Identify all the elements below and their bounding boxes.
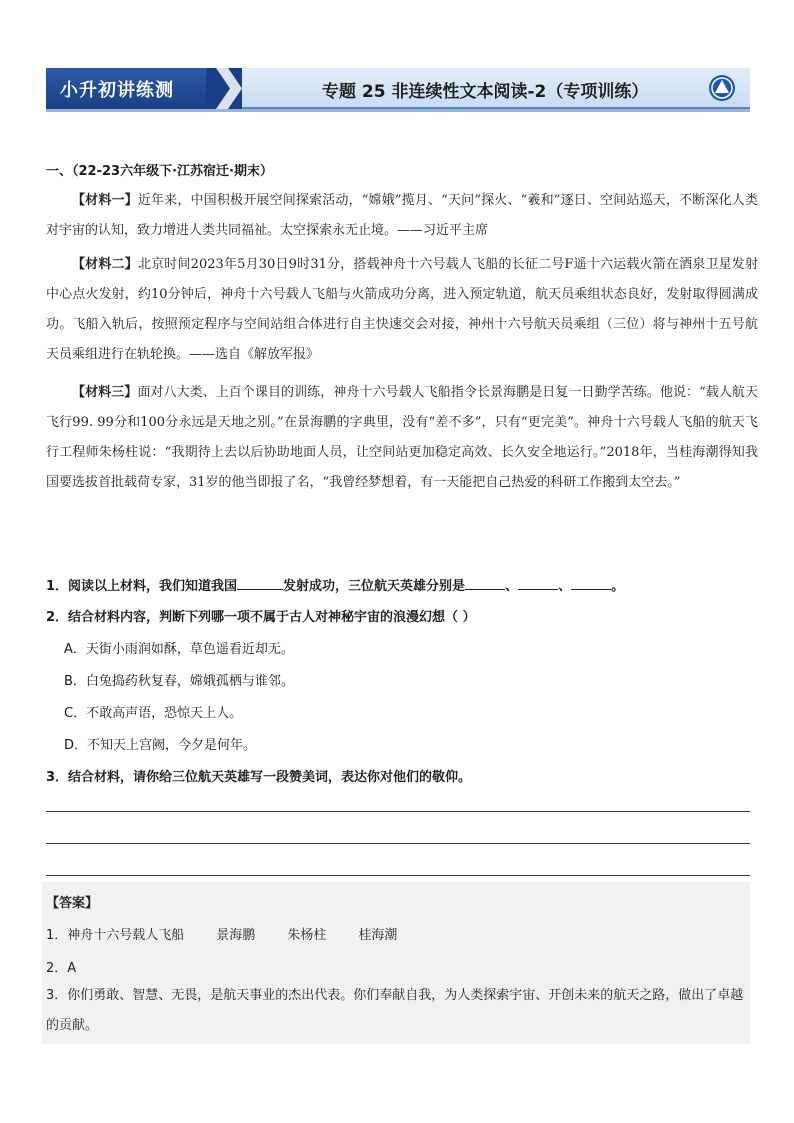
question-2: 2．结合材料内容，判断下列哪一项不属于古人对神秘宇宙的浪漫幻想（ ） xyxy=(46,610,476,625)
answer-2: 2．A xyxy=(46,961,77,976)
writing-line-1[interactable] xyxy=(46,811,750,812)
writing-line-2[interactable] xyxy=(46,843,750,844)
question-1-end: 。 xyxy=(611,579,625,594)
option-a[interactable]: A．天街小雨润如酥，草色遥看近却无。 xyxy=(64,642,294,657)
option-d[interactable]: D．不知天上宫阙，今夕是何年。 xyxy=(64,738,257,753)
material-three-text: 面对八大类、上百个课目的训练，神舟十六号载人飞船指令长景海鹏是日复一日勤学苦练。他说：“载人航天飞行99. 99分和100分永远是天地之别。”在景海鹏的字典里，没有“差不多”，只有“更完美”。神舟十六号载人飞船的航天飞行工程师朱杨柱说：“我期待上去以后协助地面人员，让空间站更加稳定高效、长久安全地运行。”2018年，当桂海潮得知我国要选拔首批载荷专家，31岁的他当即报了名，“我曾经梦想着，有一天能把自己热爱的科研工作搬到太空去。” xyxy=(46,385,758,490)
question-1-part-b: 发射成功，三位航天英雄分别是 xyxy=(283,579,466,594)
material-two-label: 【材料二】 xyxy=(72,257,138,272)
question-1 xyxy=(46,575,624,594)
header-title-bar xyxy=(242,68,750,109)
material-one-text: 近年来，中国积极开展空间探索活动，“嫦娥”揽月、“天问”探火、“羲和”逐日、空间站巡天，不断深化人类对宇宙的认知，致力增进人类共同福祉。太空探索永无止境。——习近平主席 xyxy=(46,193,758,238)
answer-1-item: 朱杨柱 xyxy=(287,928,327,943)
answer-1-item: 神舟十六号载人飞船 xyxy=(67,928,185,943)
question-3: 3．结合材料，请你给三位航天英雄写一段赞美词，表达你对他们的敬仰。 xyxy=(46,770,472,785)
answer-1 xyxy=(46,924,397,943)
answer-blank-hero-2[interactable] xyxy=(518,577,558,590)
material-two xyxy=(46,250,758,370)
header-shadow-line xyxy=(46,109,750,112)
page-title: 专题 25 非连续性文本阅读-2（专项训练） xyxy=(322,82,649,102)
answer-blank-launch[interactable] xyxy=(237,577,283,590)
answer-blank-hero-1[interactable] xyxy=(465,577,505,590)
question-1-part-a: 1．阅读以上材料，我们知道我国 xyxy=(46,579,238,594)
answer-1-item: 景海鹏 xyxy=(216,928,256,943)
material-three-label: 【材料三】 xyxy=(72,385,138,400)
answer-3: 3．你们勇敢、智慧、无畏，是航天事业的杰出代表。你们奉献自我，为人类探索宇宙、开创未来的航天之路，做出了卓越的贡献。 xyxy=(46,988,744,1033)
material-two-text: 北京时间2023年5月30日9时31分，搭载神舟十六号载人飞船的长征二号F遥十六运载火箭在酒泉卫星发射中心点火发射，约10分钟后，神舟十六号载人飞船与火箭成功分离，进入预定轨道，航天员乘组状态良好，发射取得圆满成功。飞船入轨后，按照预定程序与空间站组合体进行自主快速交会对接，神州十六号航天员乘组（三位）将与神州十五号航天员乘组进行在轨轮换。——选自《解放军报》 xyxy=(46,257,758,362)
page-header xyxy=(46,68,750,109)
header-series-label: 小升初讲练测 xyxy=(46,68,206,109)
answer-heading: 【答案】 xyxy=(46,896,99,911)
question-1-sep-1: 、 xyxy=(505,579,519,594)
answer-1-number: 1． xyxy=(46,928,68,943)
writing-line-3[interactable] xyxy=(46,875,750,876)
option-c[interactable]: C．不敢高声语，恐惊天上人。 xyxy=(64,706,243,721)
material-one xyxy=(46,186,758,246)
section-heading: 一、（22-23六年级下·江苏宿迁·期末） xyxy=(46,164,273,179)
material-one-label: 【材料一】 xyxy=(72,193,138,208)
answer-1-item: 桂海潮 xyxy=(358,928,398,943)
answer-section xyxy=(42,882,750,1044)
option-b[interactable]: B．白兔捣药秋复春，嫦娥孤栖与谁邻。 xyxy=(64,674,294,689)
question-1-sep-2: 、 xyxy=(558,579,572,594)
navigation-triangle-icon xyxy=(708,74,736,102)
material-three xyxy=(46,378,758,498)
answer-blank-hero-3[interactable] xyxy=(571,577,611,590)
